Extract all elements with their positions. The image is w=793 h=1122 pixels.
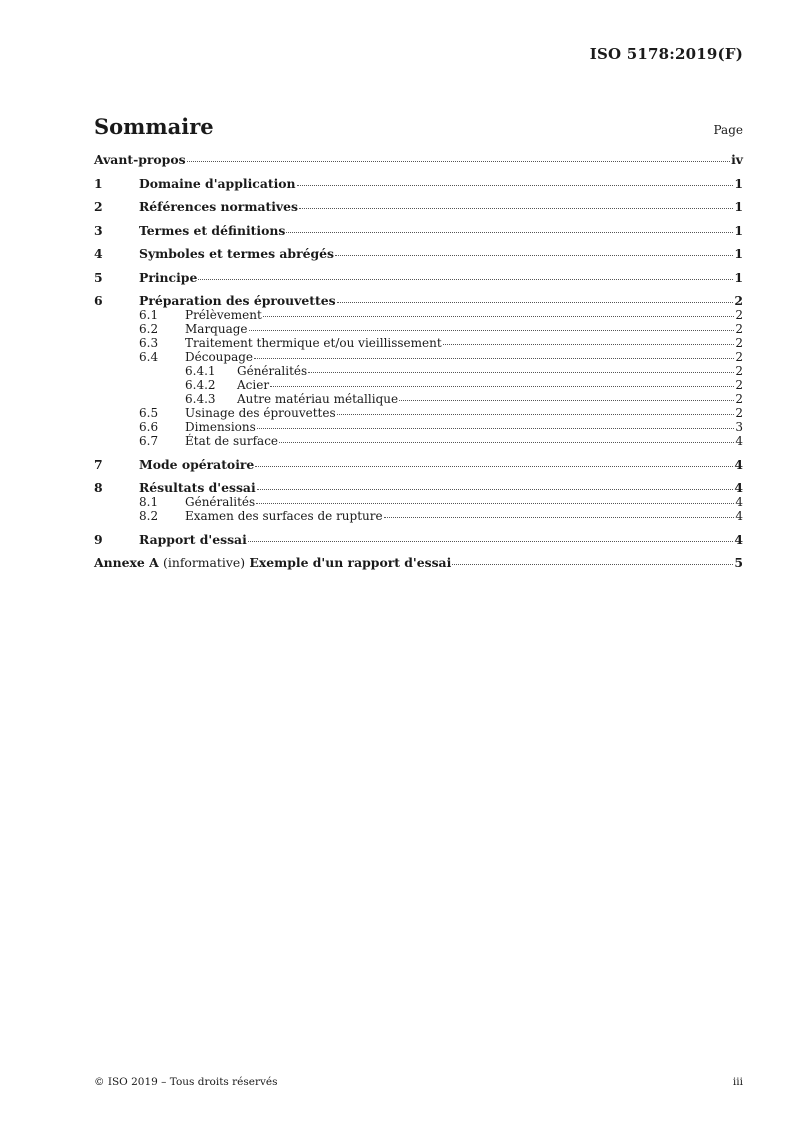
toc-entry-number: 6.2 (139, 322, 159, 336)
toc-entry-page: 2 (735, 364, 743, 378)
toc-entry[interactable] (94, 406, 743, 420)
toc-entry-label: Généralités (237, 364, 308, 378)
dot-leader (257, 489, 734, 490)
toc-entry-page: 2 (735, 392, 743, 406)
toc-entry-label: Usinage des éprouvettes (185, 406, 336, 420)
toc-entry-page: 2 (735, 322, 743, 336)
toc-entry[interactable] (94, 294, 743, 308)
dot-leader (263, 316, 735, 317)
toc-entry-number: 6.7 (139, 434, 159, 448)
toc-entry-label: Examen des surfaces de rupture (185, 509, 383, 523)
toc-entry-label: Autre matériau métallique (237, 392, 399, 406)
toc-entry[interactable] (94, 364, 743, 378)
dot-leader (248, 541, 734, 542)
toc-entry-page: 2 (735, 378, 743, 392)
toc-entry-page: 2 (735, 350, 743, 364)
toc-entry-page: iv (731, 152, 743, 167)
toc-entry-number: 6.4 (139, 350, 159, 364)
toc-entry-number: 1 (94, 175, 103, 191)
toc-entry-label: Domaine d'application (139, 175, 296, 191)
annex-qualifier: (informative) (163, 555, 246, 570)
toc-entry[interactable] (94, 495, 743, 509)
annex-label: Exemple d'un rapport d'essai (249, 555, 452, 570)
toc-entry-label: Résultats d'essai (139, 480, 256, 495)
dot-leader (249, 330, 735, 331)
toc-entry-page: 2 (735, 336, 743, 350)
dot-leader (335, 255, 733, 256)
toc-entry-annex[interactable] (94, 556, 743, 570)
toc-entry-label: Traitement thermique et/ou vieillissement (185, 336, 442, 350)
toc-entry[interactable] (94, 509, 743, 523)
dot-leader (384, 517, 735, 518)
toc-entry-page: 1 (734, 222, 743, 238)
dot-leader (256, 503, 734, 504)
toc-entry-label: Principe (139, 269, 198, 285)
toc-entry-number: 6 (94, 293, 103, 308)
toc-entry-number: 6.1 (139, 308, 159, 322)
toc-entry-page: 2 (735, 308, 743, 322)
footer-page-number: iii (732, 1076, 743, 1088)
toc-entry[interactable] (94, 378, 743, 392)
dot-leader (297, 185, 734, 186)
dot-leader (187, 161, 731, 162)
toc-entry-page: 4 (735, 509, 743, 523)
toc-entry-label: Acier (237, 378, 270, 392)
toc-entry-number: 6.4.3 (185, 392, 216, 406)
annex-page: 5 (734, 555, 743, 570)
toc-entry-number: 8.2 (139, 509, 159, 523)
toc-entry-label: Marquage (185, 322, 248, 336)
toc-entry[interactable] (94, 336, 743, 350)
toc-entry[interactable] (94, 392, 743, 406)
toc-entry[interactable] (94, 533, 743, 547)
toc-entry-label: Généralités (185, 495, 256, 509)
dot-leader (399, 400, 734, 401)
dot-leader (254, 358, 734, 359)
toc-entry-number: 5 (94, 269, 103, 285)
toc-entry[interactable] (94, 200, 743, 214)
toc-entry-number: 6.6 (139, 420, 159, 434)
toc-entry[interactable] (94, 434, 743, 448)
toc-entry-page: 2 (734, 293, 743, 308)
toc-entry-page: 4 (734, 456, 743, 472)
dot-leader (279, 442, 734, 443)
toc-entry[interactable] (94, 271, 743, 285)
footer-copyright: © ISO 2019 – Tous droits réservés (94, 1076, 278, 1088)
toc-entry-label: Découpage (185, 350, 254, 364)
dot-leader (270, 386, 734, 387)
dot-leader (452, 564, 733, 565)
toc-entry-label: Dimensions (185, 420, 256, 434)
toc-entry-page: 1 (734, 199, 743, 214)
dot-leader (299, 208, 733, 209)
toc-entry-page: 1 (734, 269, 743, 285)
toc-entry-number: 8 (94, 480, 103, 495)
toc-entry-label: Mode opératoire (139, 456, 255, 472)
toc-entry-number: 4 (94, 246, 103, 261)
toc-entry-page: 1 (734, 175, 743, 191)
toc-entry[interactable] (94, 153, 743, 167)
toc-entry-page: 4 (734, 531, 743, 547)
toc-entry-label: Préparation des éprouvettes (139, 293, 336, 308)
dot-leader (337, 414, 735, 415)
toc-entry-label: Termes et définitions (139, 222, 286, 238)
toc-entry-number: 6.5 (139, 406, 159, 420)
toc-entry[interactable] (94, 481, 743, 495)
toc-entry-page: 1 (734, 246, 743, 261)
dot-leader (255, 466, 733, 467)
dot-leader (257, 428, 735, 429)
toc-entry-label: Rapport d'essai (139, 531, 247, 547)
toc-entry-number: 7 (94, 456, 103, 472)
dot-leader (198, 279, 733, 280)
dot-leader (308, 372, 734, 373)
toc-entry[interactable] (94, 247, 743, 261)
toc-entry-label: Symboles et termes abrégés (139, 246, 335, 261)
toc-entry-number: 3 (94, 222, 103, 238)
toc-entry-number: 6.3 (139, 336, 159, 350)
toc-entry-number: 2 (94, 199, 103, 214)
document-reference: ISO 5178:2019(F) (589, 45, 743, 63)
toc-entry[interactable] (94, 458, 743, 472)
table-of-contents (94, 153, 743, 570)
dot-leader (443, 344, 735, 345)
annex-prefix: Annexe A (94, 555, 159, 570)
toc-entry-label: Références normatives (139, 199, 298, 214)
toc-entry[interactable] (94, 224, 743, 238)
toc-entry[interactable] (94, 308, 743, 322)
toc-entry-label: Prélèvement (185, 308, 262, 322)
toc-entry-number: 9 (94, 531, 103, 547)
toc-entry-page: 2 (735, 406, 743, 420)
toc-title-row (94, 114, 743, 139)
toc-entry[interactable] (94, 420, 743, 434)
toc-entry-page: 4 (735, 495, 743, 509)
toc-entry-number: 8.1 (139, 495, 159, 509)
toc-entry-label: Avant-propos (94, 152, 186, 167)
toc-entry-number: 6.4.2 (185, 378, 216, 392)
dot-leader (337, 302, 734, 303)
toc-entry-page: 4 (735, 434, 743, 448)
toc-entry[interactable] (94, 322, 743, 336)
page-column-label: Page (713, 123, 743, 137)
toc-entry[interactable] (94, 350, 743, 364)
toc-entry-label: État de surface (185, 434, 279, 448)
toc-title: Sommaire (94, 114, 214, 139)
dot-leader (286, 232, 733, 233)
toc-entry-number: 6.4.1 (185, 364, 216, 378)
toc-entry[interactable] (94, 177, 743, 191)
toc-entry-page: 4 (734, 480, 743, 495)
toc-entry-page: 3 (735, 420, 743, 434)
